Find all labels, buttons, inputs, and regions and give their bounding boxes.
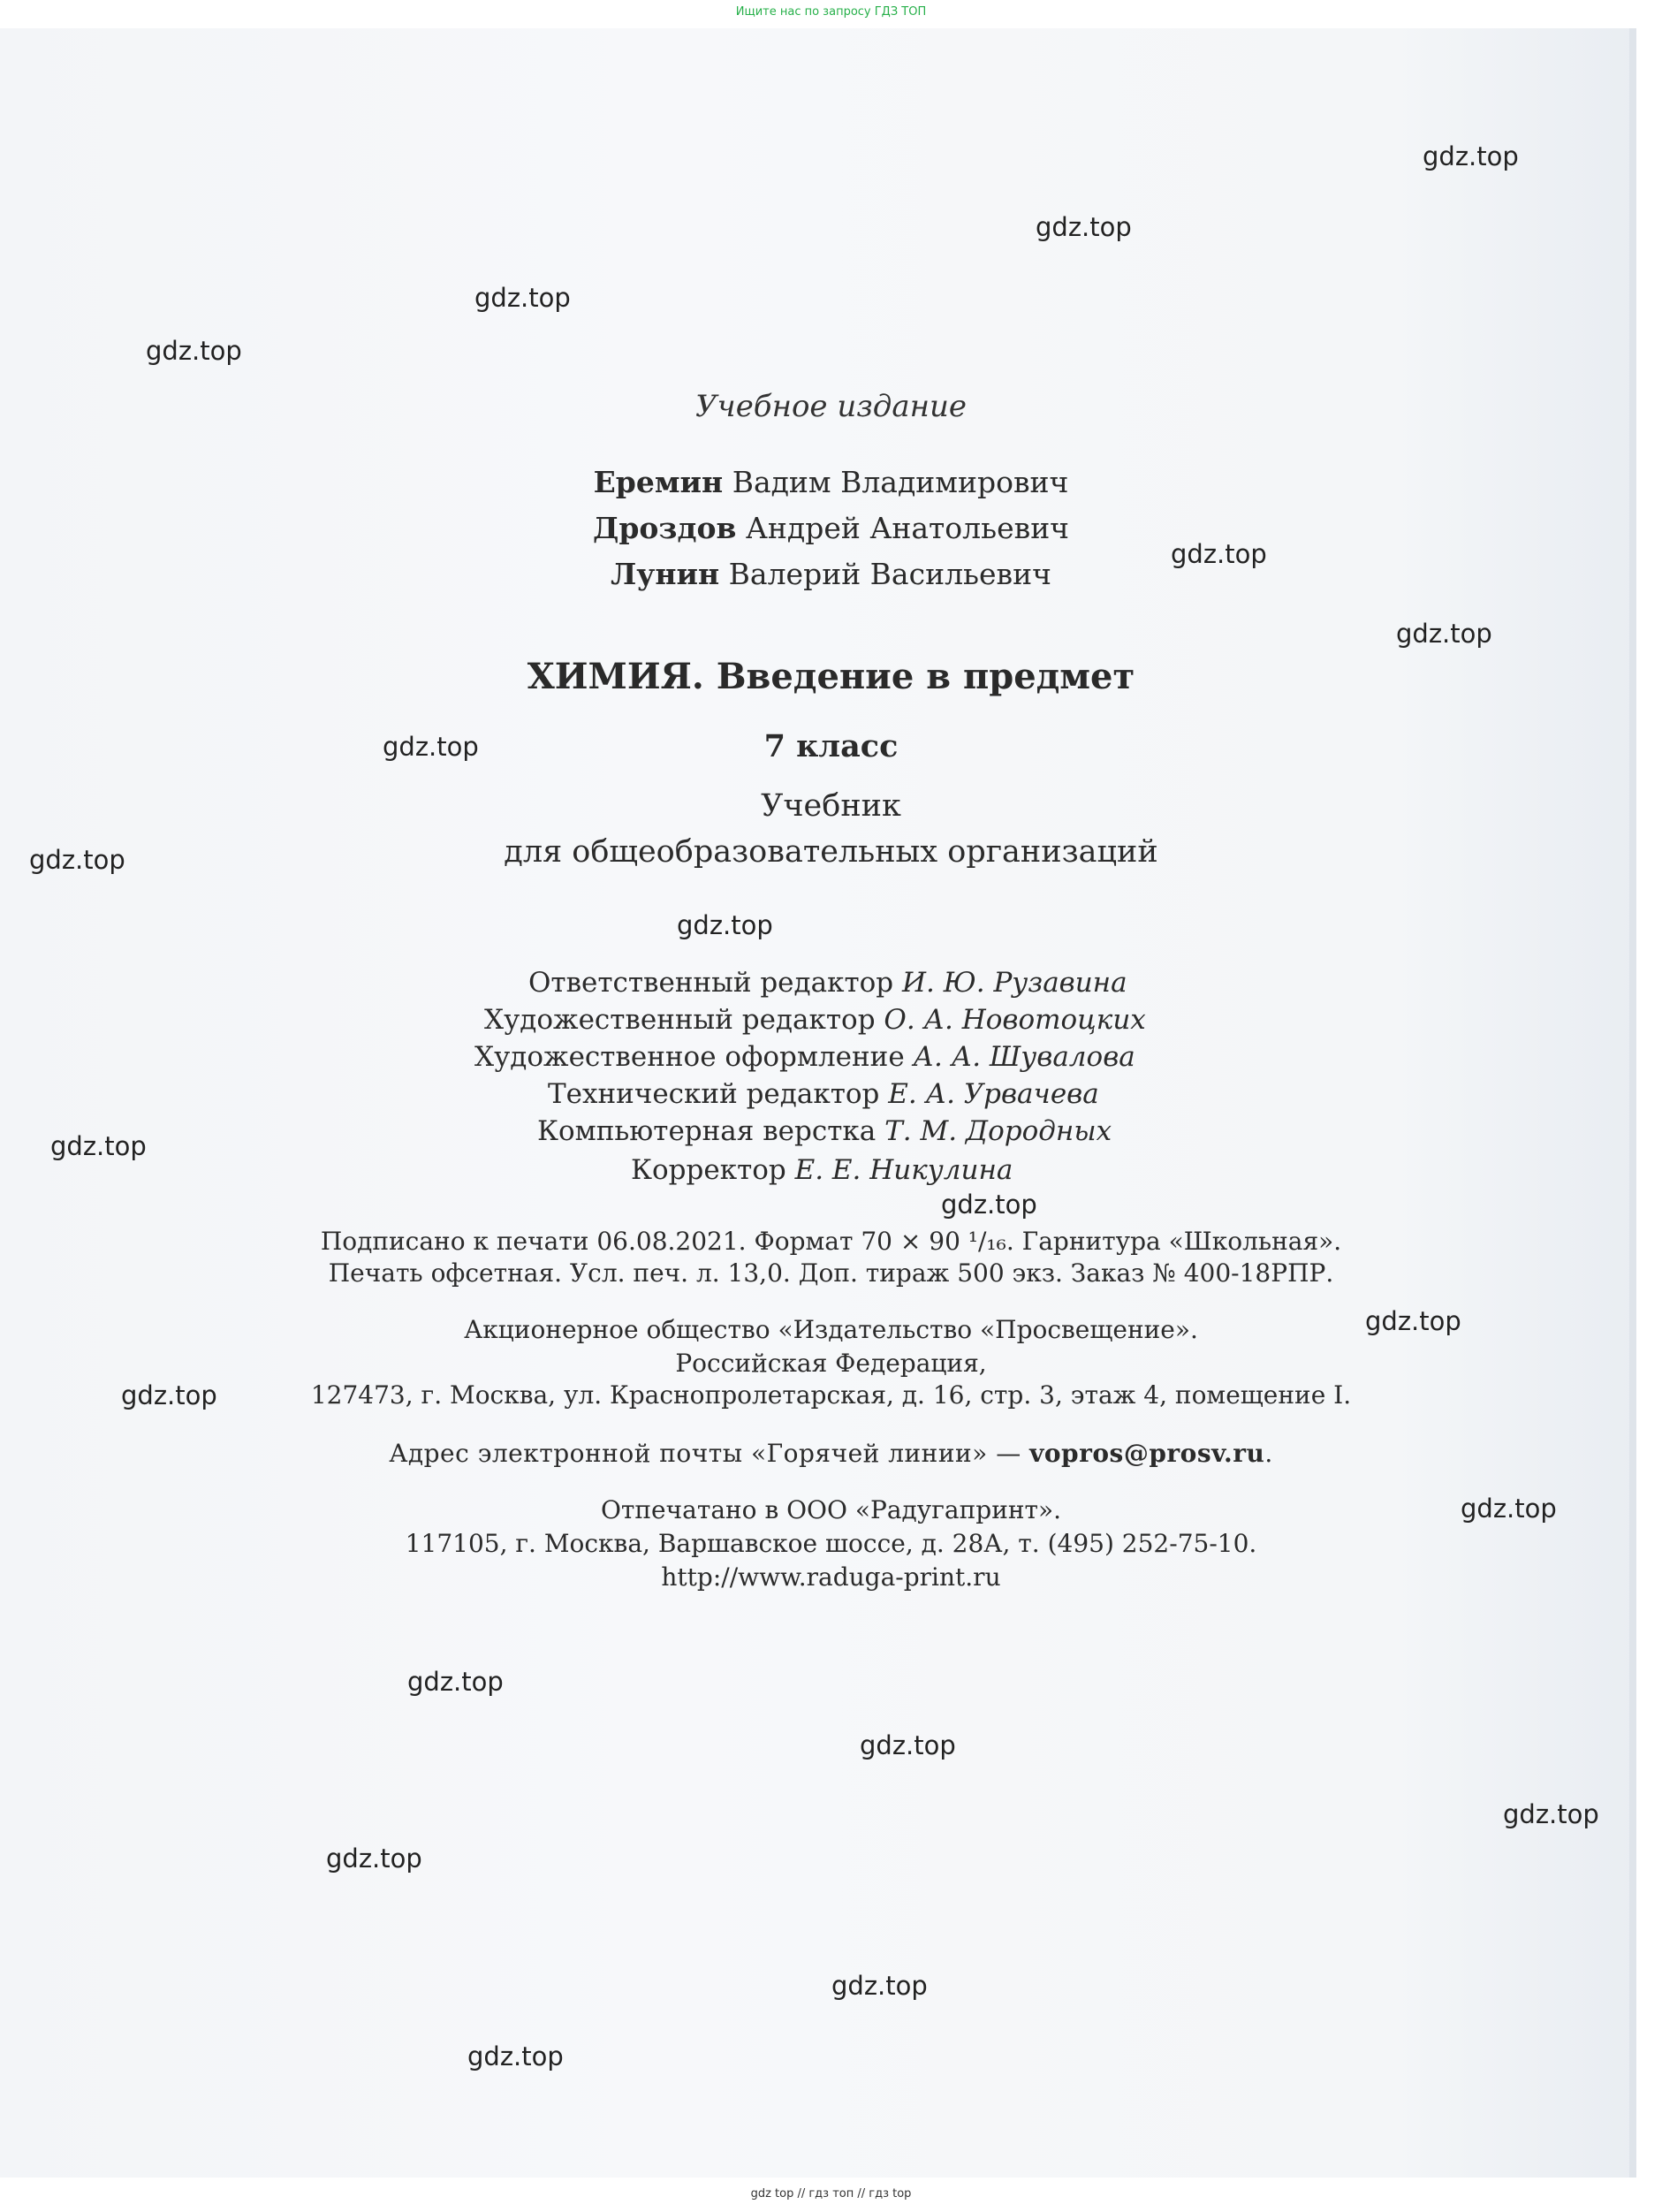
watermark: gdz.top xyxy=(121,1380,217,1410)
author-2 xyxy=(0,511,1662,545)
printer-address: 117105, г. Москва, Варшавское шоссе, д. 28А, т. (495) 252-75-10. xyxy=(405,1529,1257,1558)
printer-url: http://www.raduga-print.ru xyxy=(661,1562,1001,1592)
watermark: gdz.top xyxy=(941,1190,1037,1220)
publisher-name: Акционерное общество «Издательство «Просвещение». xyxy=(464,1315,1198,1344)
author-2-given: Андрей Анатольевич xyxy=(745,511,1069,545)
staff-name: И. Ю. Рузавина xyxy=(902,967,1127,999)
watermark: gdz.top xyxy=(29,845,125,875)
hotline-label: Адрес электронной почты «Горячей линии» — xyxy=(389,1439,1021,1468)
staff-role: Компьютерная верстка xyxy=(537,1115,877,1147)
edition-type: Учебное издание xyxy=(694,389,968,424)
staff-name: Е. Е. Никулина xyxy=(794,1154,1013,1186)
footer-note: gdz top // гдз топ // гдз top xyxy=(750,2187,912,2201)
author-3-surname: Лунин xyxy=(611,557,720,591)
publisher-address: 127473, г. Москва, ул. Краснопролетарская, д. 16, стр. 3, этаж 4, помещение I. xyxy=(310,1380,1352,1410)
publisher-country: Российская Федерация, xyxy=(675,1349,987,1378)
staff-name: О. А. Новотоцких xyxy=(884,1004,1146,1036)
staff-line-art-design xyxy=(474,1041,1135,1073)
staff-line-responsible-editor xyxy=(528,967,1127,999)
top-search-note: Ищите нас по запросу ГДЗ ТОП xyxy=(735,5,927,19)
grade: 7 класс xyxy=(763,728,899,764)
hotline-end: . xyxy=(1264,1439,1273,1468)
staff-line-art-editor xyxy=(484,1004,1146,1036)
watermark: gdz.top xyxy=(326,1843,422,1874)
watermark: gdz.top xyxy=(407,1667,504,1697)
watermark: gdz.top xyxy=(474,283,571,313)
watermark: gdz.top xyxy=(1461,1494,1557,1524)
author-3 xyxy=(0,557,1662,591)
staff-role: Художественное оформление xyxy=(474,1041,905,1073)
book-title: ХИМИЯ. Введение в предмет xyxy=(527,656,1135,697)
watermark: gdz.top xyxy=(1503,1799,1599,1829)
watermark: gdz.top xyxy=(1365,1306,1461,1336)
staff-role: Корректор xyxy=(631,1154,786,1186)
imprint-line-1: Подписано к печати 06.08.2021. Формат 70 × 90 ¹/₁₆. Гарнитура «Школьная». xyxy=(320,1227,1342,1256)
author-2-surname: Дроздов xyxy=(593,511,737,545)
watermark: gdz.top xyxy=(1423,141,1519,171)
hotline-email: vopros@prosv.ru xyxy=(1029,1439,1265,1468)
staff-line-technical-editor xyxy=(548,1078,1099,1110)
watermark: gdz.top xyxy=(383,732,479,762)
staff-line-proofreader xyxy=(631,1154,1013,1186)
watermark: gdz.top xyxy=(1171,539,1267,569)
imprint-line-2: Печать офсетная. Усл. печ. л. 13,0. Доп. тираж 500 экз. Заказ № 400-18РПР. xyxy=(328,1258,1334,1288)
audience: для общеобразовательных организаций xyxy=(504,834,1158,870)
watermark: gdz.top xyxy=(50,1131,147,1161)
watermark: gdz.top xyxy=(831,1971,928,2001)
watermark: gdz.top xyxy=(1036,212,1132,242)
page-edge-shadow xyxy=(1629,28,1636,2178)
watermark: gdz.top xyxy=(677,910,773,940)
book-type: Учебник xyxy=(761,788,901,824)
staff-name: Т. М. Дородных xyxy=(884,1115,1112,1147)
printer-name: Отпечатано в ООО «Радугапринт». xyxy=(600,1495,1062,1524)
author-1-surname: Еремин xyxy=(593,465,724,499)
staff-role: Художественный редактор xyxy=(484,1004,876,1036)
author-1-given: Вадим Владимирович xyxy=(732,465,1069,499)
author-3-given: Валерий Васильевич xyxy=(728,557,1051,591)
staff-name: А. А. Шувалова xyxy=(913,1041,1135,1073)
watermark: gdz.top xyxy=(860,1730,956,1760)
watermark: gdz.top xyxy=(467,2041,564,2071)
hotline-line xyxy=(0,1439,1662,1468)
staff-role: Технический редактор xyxy=(548,1078,880,1110)
staff-role: Ответственный редактор xyxy=(528,967,894,999)
watermark: gdz.top xyxy=(1396,619,1492,649)
staff-name: Е. А. Урвачева xyxy=(888,1078,1099,1110)
staff-line-layout xyxy=(537,1115,1112,1147)
watermark: gdz.top xyxy=(146,336,242,366)
author-1 xyxy=(0,465,1662,499)
